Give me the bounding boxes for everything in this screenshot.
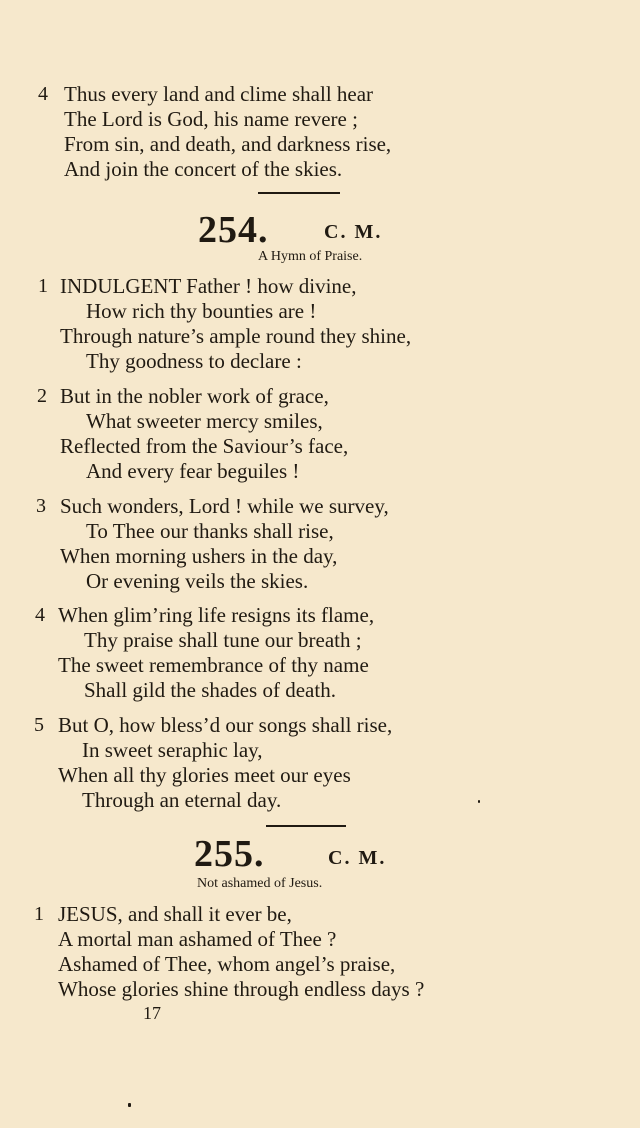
- verse-line: A mortal man ashamed of Thee ?: [58, 927, 337, 951]
- verse-line: And join the concert of the skies.: [64, 157, 343, 181]
- verse-line: When all thy glories meet our eyes: [58, 763, 351, 787]
- section-divider: [258, 192, 340, 194]
- verse-line: Such wonders, Lord ! while we survey,: [60, 494, 389, 518]
- verse-line: When glim’ring life resigns its flame,: [58, 603, 375, 627]
- verse-number: 4: [38, 83, 48, 105]
- verse-line: In sweet seraphic lay,: [82, 738, 263, 762]
- verse-line: What sweeter mercy smiles,: [86, 409, 323, 433]
- verse-line: Through nature’s ample round they shine,: [60, 324, 412, 348]
- ink-speck: [128, 1103, 131, 1107]
- verse-line: To Thee our thanks shall rise,: [86, 519, 334, 543]
- verse-line: The Lord is God, his name revere ;: [64, 107, 358, 131]
- hymn-title: Not ashamed of Jesus.: [197, 876, 323, 891]
- verse-line: And every fear beguiles !: [86, 459, 300, 483]
- verse-line: Shall gild the shades of death.: [84, 678, 336, 702]
- verse-line: But O, how bless’d our songs shall rise,: [58, 713, 393, 737]
- verse-line: Thus every land and clime shall hear: [64, 82, 374, 106]
- verse-line: But in the nobler work of grace,: [60, 384, 329, 408]
- hymn-meter: C. M.: [324, 221, 383, 243]
- verse-line: Ashamed of Thee, whom angel’s praise,: [58, 952, 396, 976]
- verse-line: Through an eternal day.: [82, 788, 282, 812]
- section-divider: [266, 825, 346, 827]
- signature-mark: 17: [143, 1003, 161, 1023]
- verse-number: 1: [38, 275, 48, 297]
- hymn-title: A Hymn of Praise.: [258, 249, 363, 264]
- verse-line: Whose glories shine through endless days ?: [58, 977, 425, 1001]
- verse-number: 3: [36, 495, 46, 517]
- verse-line: The sweet remembrance of thy name: [58, 653, 369, 677]
- verse-line: From sin, and death, and darkness rise,: [64, 132, 392, 156]
- verse-line: JESUS, and shall it ever be,: [58, 902, 292, 926]
- verse-line: Or evening veils the skies.: [86, 569, 309, 593]
- verse-line: INDULGENT Father ! how divine,: [60, 274, 357, 298]
- hymn-number: 255.: [194, 833, 265, 875]
- verse-number: 4: [35, 604, 45, 626]
- verse-number: 5: [34, 714, 44, 736]
- verse-line: How rich thy bounties are !: [86, 299, 317, 323]
- verse-line: Thy praise shall tune our breath ;: [84, 628, 362, 652]
- verse-line: Reflected from the Saviour’s face,: [60, 434, 349, 458]
- verse-number: 2: [37, 385, 47, 407]
- verse-number: 1: [34, 903, 44, 925]
- hymn-meter: C. M.: [328, 847, 387, 869]
- verse-line: Thy goodness to declare :: [86, 349, 302, 373]
- ink-speck: [478, 800, 480, 803]
- hymn-number: 254.: [198, 209, 269, 251]
- verse-line: When morning ushers in the day,: [60, 544, 338, 568]
